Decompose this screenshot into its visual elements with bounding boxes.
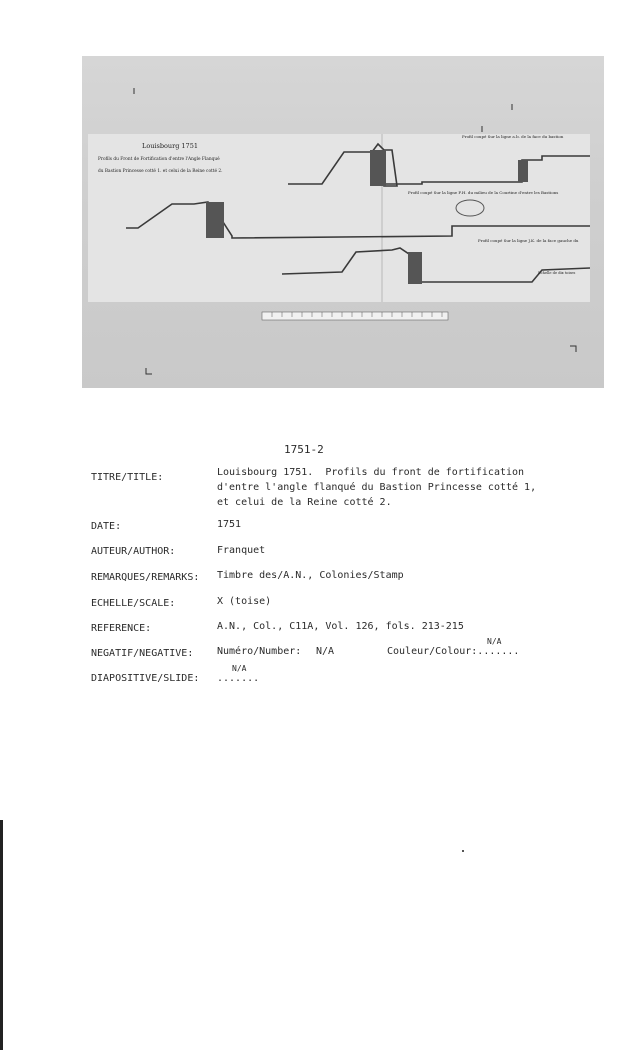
negative-number-label: Numéro/Number:: [217, 646, 302, 657]
profile-2-label: Profil coupé Sur la ligne F.H. du milieu de la Courtine d'entre les Bastions: [408, 190, 559, 195]
reference-value: A.N., Col., C11A, Vol. 126, fols. 213-215: [217, 621, 464, 632]
profile-3-label: Profil coupé Sur la ligne J.K. de la face gauche du: [478, 238, 579, 243]
title-label: TITRE/TITLE:: [91, 472, 164, 483]
profile-1-label: Profil coupé Sur la ligne a.b. de la face du bastion: [462, 134, 564, 139]
slide-dots: .......: [217, 673, 260, 684]
profile-1-wall: [370, 150, 386, 186]
cartouche-title: Louisbourg 1751: [142, 142, 198, 150]
scan-speck: [462, 850, 464, 852]
map-photograph: [82, 56, 604, 388]
record-code: 1751-2: [284, 443, 324, 456]
profile-3-wall: [408, 252, 422, 284]
date-value: 1751: [217, 519, 242, 530]
slide-value: N/A: [232, 664, 247, 673]
negative-label: NEGATIF/NEGATIVE:: [91, 648, 194, 659]
title-value: Louisbourg 1751. Profils du front de fortification d'entre l'angle flanqué du Bastion Princesse cotté 1, et celui de la Reine cotté 2.: [217, 467, 537, 508]
scale-caption: Echelle de dix toises: [538, 271, 576, 275]
negative-colour-value: N/A: [487, 637, 502, 646]
profile-1-wall-2: [518, 160, 528, 182]
scale-value: X (toise): [217, 596, 272, 607]
date-label: DATE:: [91, 521, 122, 532]
remarks-value: Timbre des/A.N., Colonies/Stamp: [217, 570, 404, 581]
scan-edge: [0, 820, 3, 1050]
reference-label: REFERENCE:: [91, 623, 152, 634]
author-value: Franquet: [217, 545, 266, 556]
negative-colour-label: Couleur/Colour:.......: [387, 646, 520, 657]
author-label: AUTEUR/AUTHOR:: [91, 546, 176, 557]
scale-label: ECHELLE/SCALE:: [91, 598, 176, 609]
negative-number-value: N/A: [316, 646, 335, 657]
cartouche-line-1: Profils du Front de Fortification d'entre l'Angle Flanqué: [98, 157, 220, 162]
measuring-ruler: [262, 312, 448, 320]
cartouche-line-2: du Bastion Princesse cotté 1. et celui de la Reine cotté 2.: [98, 169, 223, 174]
remarks-label: REMARQUES/REMARKS:: [91, 572, 200, 583]
profile-2-wall: [206, 202, 224, 238]
fortification-profile-drawing: [82, 56, 604, 388]
slide-label: DIAPOSITIVE/SLIDE:: [91, 673, 200, 684]
